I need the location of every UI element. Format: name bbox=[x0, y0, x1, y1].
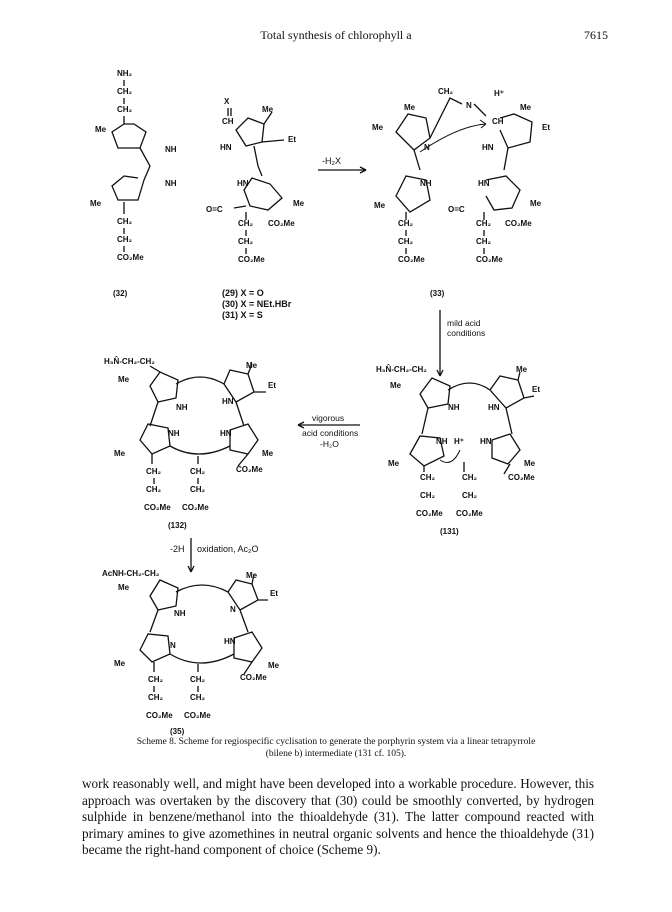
label-ch2: CH₂ bbox=[146, 467, 162, 476]
label-me: Me bbox=[246, 361, 258, 370]
label-me: Me bbox=[268, 661, 280, 670]
label-nh: NH bbox=[165, 145, 177, 154]
label-nh: NH bbox=[420, 179, 432, 188]
label-co2me: CO₂Me bbox=[144, 503, 171, 512]
label-compound-30: (30) X = NEt.HBr bbox=[222, 299, 292, 309]
label-nh: NH bbox=[176, 403, 188, 412]
label-hn: HN bbox=[224, 637, 236, 646]
label-acid-conditions: acid conditions bbox=[302, 428, 359, 438]
label-ch2: CH₂ bbox=[117, 87, 133, 96]
label-me: Me bbox=[388, 459, 400, 468]
label-co2me: CO₂Me bbox=[398, 255, 425, 264]
label-et: Et bbox=[532, 385, 540, 394]
label-ch2: CH₂ bbox=[117, 105, 133, 114]
label-me: Me bbox=[520, 103, 532, 112]
label-et: Et bbox=[270, 589, 278, 598]
compound-131 bbox=[376, 365, 540, 518]
label-co2me: CO₂Me bbox=[456, 509, 483, 518]
running-title: Total synthesis of chlorophyll a bbox=[260, 28, 412, 42]
label-ch2: CH₂ bbox=[148, 675, 164, 684]
label-ch2: CH₂ bbox=[146, 485, 162, 494]
label-compound-31: (31) X = S bbox=[222, 310, 263, 320]
label-me: Me bbox=[390, 381, 402, 390]
label-mild-acid: mild acid bbox=[447, 318, 481, 328]
label-me: Me bbox=[293, 199, 305, 208]
label-ch2: CH₂ bbox=[238, 237, 254, 246]
label-me: Me bbox=[118, 583, 130, 592]
label-ch2: CH₂ bbox=[190, 485, 206, 494]
caption-line-2: (bilene b) intermediate (131 cf. 105). bbox=[265, 749, 407, 759]
label-co2me: CO₂Me bbox=[416, 509, 443, 518]
label-hn: HN bbox=[482, 143, 494, 152]
label-me: Me bbox=[524, 459, 536, 468]
label-co2me: CO₂Me bbox=[182, 503, 209, 512]
label-compound-29: (29) X = O bbox=[222, 288, 264, 298]
compound-29-31 bbox=[206, 97, 305, 264]
label-vigorous: vigorous bbox=[312, 413, 345, 423]
compound-35 bbox=[102, 569, 280, 720]
label-hn: HN bbox=[222, 397, 234, 406]
label-ch2: CH₂ bbox=[148, 693, 164, 702]
label-h-plus: H⁺ bbox=[494, 89, 504, 98]
label-co2me: CO₂Me bbox=[236, 465, 263, 474]
label-n: N bbox=[424, 143, 430, 152]
label-minus-h2o: -H₂O bbox=[320, 439, 339, 449]
label-minus-h2x: -H₂X bbox=[322, 156, 341, 166]
label-compounds-29-31 bbox=[222, 288, 292, 320]
body-paragraph: work reasonably well, and might have been developed into a workable procedure. However, this approach was overtaken by the discovery that (30) could be smoothly converted, by hydrogen sulphide in benzene/methanol into the thioaldehyde (31). The latter compound reacted with primary amines to give azomethines in neutral organic solvents and hence the thioaldehyde (31) became the right-hand component of choice (Scheme 9). bbox=[82, 776, 594, 857]
compound-32 bbox=[90, 69, 177, 262]
label-compound-33: (33) bbox=[430, 289, 445, 298]
label-me: Me bbox=[262, 105, 274, 114]
label-ch2: CH₂ bbox=[438, 87, 454, 96]
label-me: Me bbox=[246, 571, 258, 580]
page-number: 7615 bbox=[584, 28, 608, 42]
label-nh: NH bbox=[436, 437, 448, 446]
label-ch2: CH₂ bbox=[476, 237, 492, 246]
label-et: Et bbox=[288, 135, 296, 144]
label-ch2: CH₂ bbox=[190, 467, 206, 476]
label-co2me: CO₂Me bbox=[268, 219, 295, 228]
compound-33 bbox=[372, 87, 550, 264]
label-ch2: CH₂ bbox=[117, 217, 133, 226]
label-ch2: CH₂ bbox=[398, 237, 414, 246]
label-ch2: CH₂ bbox=[476, 219, 492, 228]
label-me: Me bbox=[516, 365, 528, 374]
label-ch2: CH₂ bbox=[420, 473, 436, 482]
label-x: X bbox=[224, 97, 230, 106]
label-conditions: conditions bbox=[447, 328, 486, 338]
label-me: Me bbox=[95, 125, 107, 134]
label-ch2: CH₂ bbox=[398, 219, 414, 228]
label-me: Me bbox=[114, 449, 126, 458]
label-ch: CH bbox=[222, 117, 234, 126]
arrow-vigorous bbox=[298, 413, 360, 449]
label-o-eq-c: O=C bbox=[448, 205, 465, 214]
label-co2me: CO₂Me bbox=[146, 711, 173, 720]
label-h3n-chain: H₃N̂-CH₂-CH₂ bbox=[104, 357, 155, 366]
label-co2me: CO₂Me bbox=[240, 673, 267, 682]
label-n: N bbox=[170, 641, 176, 650]
label-n: N bbox=[466, 101, 472, 110]
scheme-caption bbox=[80, 736, 592, 760]
label-hn: HN bbox=[478, 179, 490, 188]
label-me: Me bbox=[114, 659, 126, 668]
label-ch2: CH₂ bbox=[462, 491, 478, 500]
label-et: Et bbox=[268, 381, 276, 390]
label-ch: CH bbox=[492, 117, 504, 126]
label-nh: NH bbox=[165, 179, 177, 188]
label-n: N bbox=[230, 605, 236, 614]
label-me: Me bbox=[404, 103, 416, 112]
label-nh: NH bbox=[448, 403, 460, 412]
label-co2me: CO₂Me bbox=[117, 253, 144, 262]
label-et: Et bbox=[542, 123, 550, 132]
label-nh: NH bbox=[174, 609, 186, 618]
label-me: Me bbox=[374, 201, 386, 210]
label-compound-35: (35) bbox=[170, 727, 185, 736]
label-ch2: CH₂ bbox=[117, 235, 133, 244]
label-hn: HN bbox=[488, 403, 500, 412]
label-compound-131: (131) bbox=[440, 527, 459, 536]
arrow-oxidation bbox=[170, 538, 259, 572]
label-h-plus: H⁺ bbox=[454, 437, 464, 446]
label-ch2: CH₂ bbox=[190, 675, 206, 684]
label-ch2: CH₂ bbox=[420, 491, 436, 500]
label-me: Me bbox=[90, 199, 102, 208]
label-hn: HN bbox=[220, 429, 232, 438]
label-compound-132: (132) bbox=[168, 521, 187, 530]
arrow-condensation bbox=[318, 156, 366, 173]
label-me: Me bbox=[262, 449, 274, 458]
label-co2me: CO₂Me bbox=[184, 711, 211, 720]
label-o-eq-c: O=C bbox=[206, 205, 223, 214]
label-h3n-chain: H₃N̂-CH₂-CH₂ bbox=[376, 365, 427, 374]
label-co2me: CO₂Me bbox=[238, 255, 265, 264]
label-me: Me bbox=[530, 199, 542, 208]
label-co2me: CO₂Me bbox=[505, 219, 532, 228]
arrow-mild-acid bbox=[437, 310, 485, 376]
label-hn: HN bbox=[220, 143, 232, 152]
label-nh2: NH₂ bbox=[117, 69, 133, 78]
label-compound-32: (32) bbox=[113, 289, 128, 298]
label-ch2: CH₂ bbox=[462, 473, 478, 482]
label-nh: NH bbox=[168, 429, 180, 438]
label-ch2: CH₂ bbox=[190, 693, 206, 702]
label-me: Me bbox=[118, 375, 130, 384]
label-acnh-chain: AcNH-CH₂-CH₂ bbox=[102, 569, 160, 578]
label-oxidation: oxidation, Ac₂O bbox=[197, 544, 259, 554]
label-co2me: CO₂Me bbox=[508, 473, 535, 482]
label-co2me: CO₂Me bbox=[476, 255, 503, 264]
label-me: Me bbox=[372, 123, 384, 132]
label-minus-2h: -2H bbox=[170, 544, 185, 554]
label-hn: HN bbox=[480, 437, 492, 446]
label-hn: HN bbox=[237, 179, 249, 188]
label-ch2: CH₂ bbox=[238, 219, 254, 228]
caption-line-1: Scheme 8. Scheme for regiospecific cyclisation to generate the porphyrin system via a linear tetrapyrrole bbox=[136, 737, 536, 747]
compound-132 bbox=[104, 357, 276, 512]
